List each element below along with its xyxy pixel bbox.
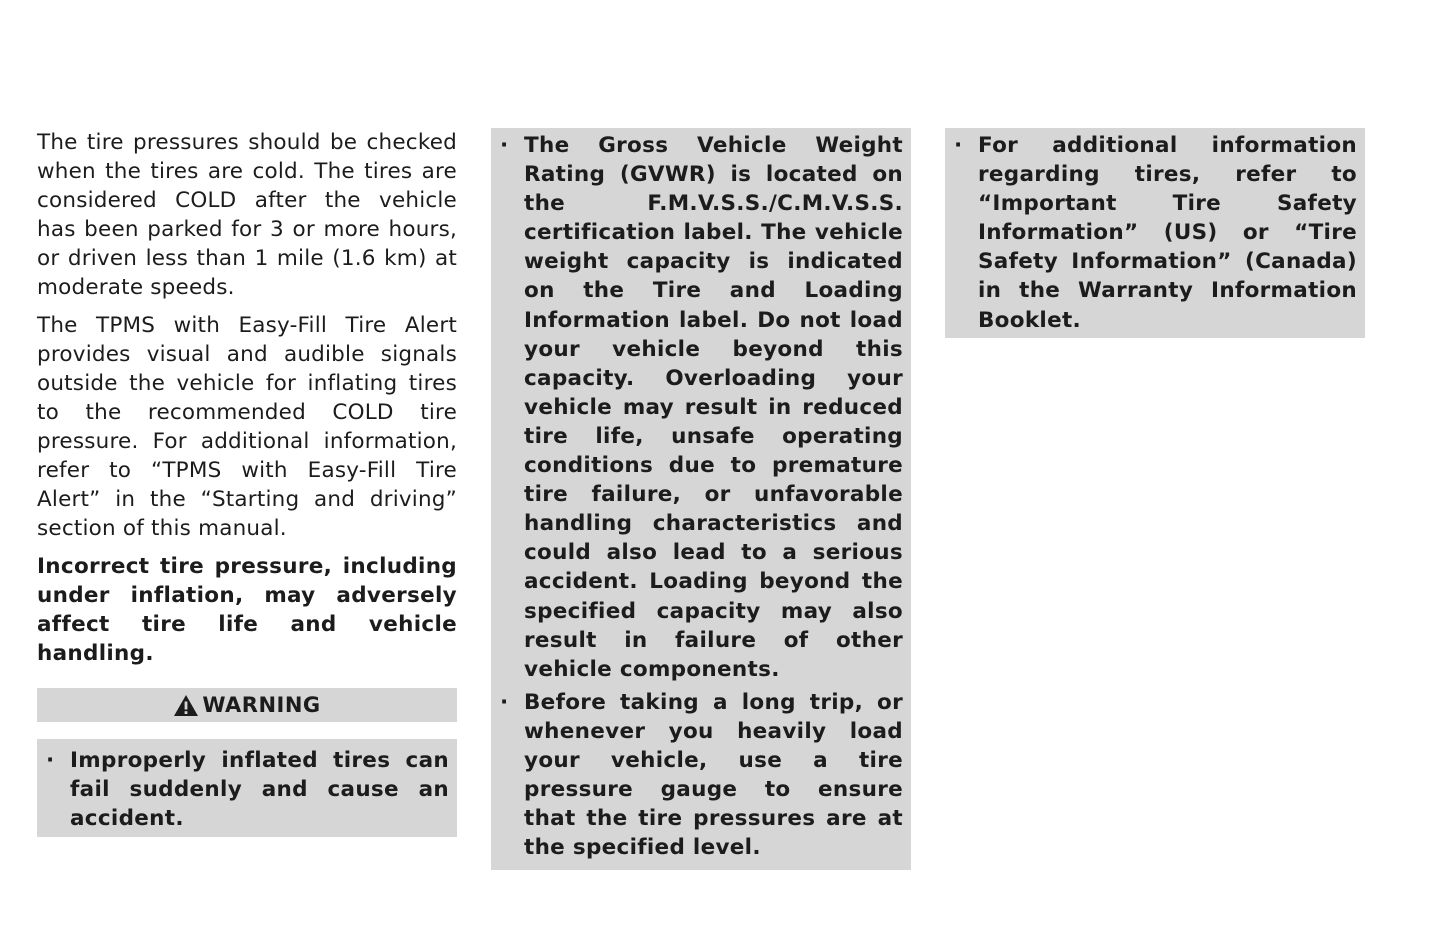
warning-title: WARNING [202,693,321,717]
gvwr-text: The Gross Vehicle Weight Rating (GVWR) is located on the F.M.V.S.S./C.M.V.S.S. certification label. The vehicle weight capacity is indicated on the Tire and Loading Information label. Do not load your vehicle beyond this capacity. Overloading your vehicle may result in reduced tire life, unsafe operating conditions due to premature tire failure, or unfavorable handling characteristics and could also lead to a serious accident. Loading beyond the specified capacity may also result in failure of other vehicle components. [524,133,903,682]
warning-triangle-icon [173,694,199,717]
warning-box [37,739,457,837]
additional-info-text: For additional information regarding tires, refer to “Important Tire Safety Information” (US) or “Tire Safety Information” (Canada) in the Warranty Information Booklet. [978,133,1357,333]
bullet-icon: · [500,133,509,158]
cold-tire-paragraph: The tire pressures should be checked when the tires are cold. The tires are considered COLD after the vehicle has been parked for 3 or more hours, or driven less than 1 mile (1.6 km) at moderate speeds. [37,130,457,300]
left-column [37,128,457,837]
warning-text: Improperly inflated tires can fail suddenly and cause an accident. [70,748,449,832]
list-item [491,688,903,863]
warning-header [37,688,457,722]
bullet-icon: · [46,748,55,773]
list-item [37,746,449,833]
list-item [491,131,903,684]
middle-column [491,128,911,870]
additional-info-box [945,128,1365,338]
list-item [945,131,1357,335]
tpms-paragraph: The TPMS with Easy-Fill Tire Alert provides visual and audible signals outside the vehicle for inflating tires to the recommended COLD tire pressure. For additional information, refer to “TPMS with Easy-Fill Tire Alert” in the “Starting and driving” section of this manual. [37,313,457,541]
right-column [945,128,1365,338]
long-trip-text: Before taking a long trip, or whenever you heavily load your vehicle, use a tire pressure gauge to ensure that the tire pressures are at the specified level. [524,689,903,861]
incorrect-pressure-paragraph: Incorrect tire pressure, including under inflation, may adversely affect tire life and vehicle handling. [37,554,457,666]
bullet-icon: · [500,689,509,715]
gvwr-box [491,128,911,870]
bullet-icon: · [954,133,963,158]
